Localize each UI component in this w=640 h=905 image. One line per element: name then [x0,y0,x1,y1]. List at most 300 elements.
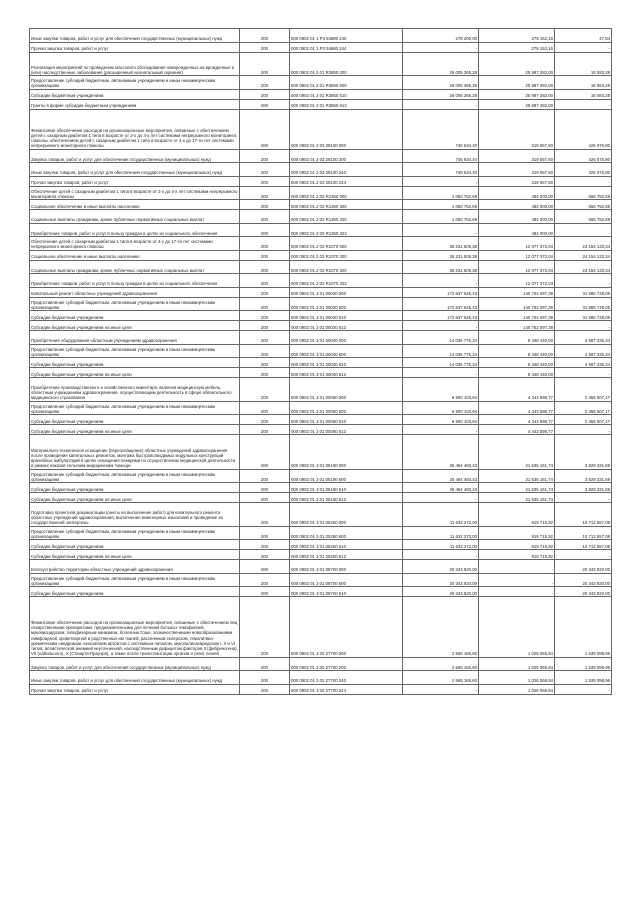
budget-classification-code: 000 0902 01 2 03 28100 244 [290,176,403,186]
budget-classification-code: 000 0902 01 2 03 R1070 320 [290,260,403,274]
line-code: 200 [240,469,290,483]
executed-amount: 484 000,00 [479,210,555,224]
line-item-name: Прочая закупка товаров, работ и услуг [30,684,240,694]
budget-classification-code: 000 0902 01 3 01 00060 600 [290,401,403,415]
line-item-name: Субсидии бюджетным учреждениям на иные цели [30,368,240,378]
table-row [30,200,612,210]
unexecuted-amount: 10 712 557,08 [555,503,612,527]
approved-amount: 11 632 273,00 [403,540,479,550]
budget-classification-code: 000 0902 01 3 01 05190 612 [290,493,403,503]
budget-classification-code: 000 0902 01 3 01 08700 600 [290,573,403,587]
table-row [30,149,612,163]
table-row [30,550,612,560]
approved-amount: 745 634,40 [403,109,479,149]
line-item-name: Реализация мероприятий по проведению массового обследования новорожденных на врожденные и (или) наследственные заболевания (расширенный неонатальный скрининг) [30,52,240,76]
approved-amount: 20 343 920,00 [403,560,479,574]
unexecuted-amount: 426 076,80 [555,109,612,149]
approved-amount: 36 231 505,38 [403,237,479,251]
line-item-name: Предоставление субсидий бюджетным, автономным учреждениям и иным некоммерческим организациям [30,573,240,587]
line-item-name: Прочая закупка товаров, работ и услуг [30,176,240,186]
line-code: 200 [240,587,290,597]
line-item-name: Предоставление субсидий бюджетным, автономным учреждениям и иным некоммерческим организациям [30,297,240,311]
executed-amount: 484 000,00 [479,186,555,200]
unexecuted-amount: - [555,493,612,503]
budget-classification-code: 000 0902 01 3 01 00040 600 [290,344,403,358]
unexecuted-amount: - [555,42,612,52]
table-row [30,109,612,149]
table-row [30,526,612,540]
table-row [30,29,612,43]
table-row [30,671,612,685]
approved-amount: 14 035 775,34 [403,331,479,345]
executed-amount: 25 987 282,00 [479,76,555,90]
unexecuted-amount: 2 456 507,17 [555,401,612,415]
line-item-name: Субсидии бюджетным учреждениям на иные цели [30,321,240,331]
unexecuted-amount: 4 587 335,34 [555,358,612,368]
unexecuted-amount: 3 829 331,69 [555,435,612,470]
line-code: 200 [240,573,290,587]
line-item-name: Иные закупки товаров, работ и услуг для обеспечения государственных (муниципальных) нужд [30,29,240,43]
executed-amount: 279 152,16 [479,42,555,52]
line-item-name: Приобретение товаров, работ и услуг в пользу граждан в целях их социального обеспечения [30,274,240,288]
line-item-name: Предоставление субсидий бюджетным, автономным учреждениям и иным некоммерческим организациям [30,344,240,358]
executed-amount: 4 443 596,77 [479,378,555,402]
line-item-name: Приобретение оборудования областным учреждениям здравоохранения [30,331,240,345]
budget-classification-code: 000 0902 01 3 01 05260 610 [290,540,403,550]
approved-amount: - [403,274,479,288]
budget-classification-code: 000 0902 01 2 01 R3850 610 [290,89,403,99]
approved-amount: - [403,550,479,560]
approved-amount: 6 900 103,94 [403,415,479,425]
line-item-name: Социальные выплаты гражданам, кроме публичных нормативных социальных выплат [30,260,240,274]
approved-amount: - [403,425,479,435]
table-row [30,52,612,76]
line-item-name: Капитальный ремонт областных учреждений здравоохранения [30,287,240,297]
approved-amount: 20 343 920,00 [403,573,479,587]
executed-amount: 319 557,60 [479,163,555,177]
executed-amount: 279 152,16 [479,29,555,43]
table-row [30,493,612,503]
line-item-name: Подготовка проектной документации (сметы на выполнение работ) для капитального ремонта областных учреждений здравоохранения, выполнение инженерных изысканий и проведение их государственной экспертизы [30,503,240,527]
executed-amount: 140 752 097,38 [479,297,555,311]
table-row [30,401,612,415]
budget-classification-code: 000 0902 01 3 01 00030 000 [290,287,403,297]
table-row [30,331,612,345]
budget-classification-code: 000 0902 01 3 01 05260 000 [290,503,403,527]
unexecuted-amount: 31 885 748,05 [555,287,612,297]
approved-amount: - [403,99,479,109]
table-row [30,42,612,52]
unexecuted-amount: - [555,684,612,694]
approved-amount: 2 565 165,60 [403,671,479,685]
unexecuted-amount: 4 587 335,34 [555,331,612,345]
unexecuted-amount: - [555,550,612,560]
budget-classification-code: 000 0902 01 3 01 00040 612 [290,368,403,378]
unexecuted-amount: 3 829 331,69 [555,469,612,483]
line-item-name: Социальное обеспечение и иные выплаты населению [30,250,240,260]
budget-classification-code: 000 0902 01 3 01 05190 000 [290,435,403,470]
budget-classification-code: 000 0902 01 2 03 R1360 320 [290,210,403,224]
line-code: 200 [240,401,290,415]
line-item-name: Социальное обеспечение и иные выплаты населению [30,200,240,210]
table-row [30,368,612,378]
approved-amount: 1 050 752,69 [403,186,479,200]
line-code: 200 [240,483,290,493]
unexecuted-amount: 1 539 098,96 [555,597,612,658]
executed-amount: - [479,573,555,587]
line-code: 200 [240,415,290,425]
table-body [30,29,612,695]
approved-amount: 26 005 365,28 [403,52,479,76]
approved-amount: 20 343 920,00 [403,587,479,597]
line-code: 200 [240,657,290,671]
line-code: 200 [240,540,290,550]
approved-amount: 11 632 273,00 [403,503,479,527]
approved-amount: 14 035 775,34 [403,358,479,368]
line-code: 200 [240,503,290,527]
unexecuted-amount: 426 076,80 [555,149,612,163]
budget-classification-code: 000 0902 01 3 01 00060 610 [290,415,403,425]
table-row [30,260,612,274]
line-item-name: Субсидии бюджетным учреждениям на иные цели [30,550,240,560]
line-item-name: Субсидии бюджетным учреждениям [30,587,240,597]
unexecuted-amount: 24 154 133,34 [555,250,612,260]
budget-classification-code: 000 0902 01 2 01 R3850 000 [290,52,403,76]
table-row [30,415,612,425]
budget-classification-code: 000 0902 01 3 01 05190 600 [290,469,403,483]
executed-amount: 319 557,60 [479,109,555,149]
table-row [30,587,612,597]
line-code: 200 [240,560,290,574]
line-code: 200 [240,89,290,99]
approved-amount: 36 231 505,38 [403,260,479,274]
unexecuted-amount: 566 752,69 [555,210,612,224]
budget-classification-code: 000 0902 01 3 01 00060 000 [290,378,403,402]
table-row [30,358,612,368]
executed-amount: 1 026 066,84 [479,671,555,685]
line-code: 200 [240,223,290,237]
line-item-name: Иные закупки товаров, работ и услуг для обеспечения государственных (муниципальных) нужд [30,671,240,685]
executed-amount: - [479,587,555,597]
approved-amount: 26 005 365,28 [403,89,479,99]
executed-amount: - [479,560,555,574]
table-row [30,250,612,260]
line-code: 200 [240,260,290,274]
executed-amount: 21 635 161,74 [479,435,555,470]
line-code: 200 [240,163,290,177]
line-code: 200 [240,435,290,470]
line-code: 200 [240,321,290,331]
line-code: 200 [240,550,290,560]
budget-classification-code: 000 0902 01 3 01 00060 612 [290,425,403,435]
executed-amount: 140 752 097,38 [479,311,555,321]
approved-amount: 25 464 493,43 [403,435,479,470]
table-row [30,89,612,99]
executed-amount: 9 448 440,00 [479,331,555,345]
line-code: 200 [240,186,290,200]
line-code: 200 [240,526,290,540]
unexecuted-amount: 2 456 507,17 [555,415,612,425]
table-row [30,560,612,574]
executed-amount: 484 000,00 [479,200,555,210]
executed-amount: 919 715,92 [479,550,555,560]
line-code: 200 [240,176,290,186]
line-code: 200 [240,149,290,163]
approved-amount: 1 050 752,69 [403,210,479,224]
table-row [30,378,612,402]
budget-classification-code: 000 0902 01 2 03 R1070 300 [290,250,403,260]
line-code: 200 [240,42,290,52]
executed-amount: 12 077 372,04 [479,250,555,260]
executed-amount: 919 715,92 [479,540,555,550]
approved-amount: 26 005 365,28 [403,76,479,90]
approved-amount: - [403,368,479,378]
line-code: 200 [240,344,290,358]
unexecuted-amount: 566 752,69 [555,200,612,210]
line-item-name: Финансовое обеспечение расходов на организационные мероприятия, связанные с обеспечением лиц лекарственными препаратами, предназначенными для лечения больных гемофилией, муковисцидозом, гипофизарным нанизмом, болезнью Гоше, злокачественными новообразованиями лимфоидной, кроветворной и родственных им тканей, рассеянным склерозом, гемолитико-уремическим синдромом, юношеским артритом с системным началом, мукополисахаридозом I, II и VI типов, апластической анемией неуточненной, наследственным дефицитом факторов II (фибриногена), VII (лабильного), X (Стюарта-Прауэра), а также после трансплантации органов и (или) тканей [30,597,240,658]
approved-amount: 172 637 645,43 [403,311,479,321]
budget-classification-code: 000 0902 01 2 03 28100 240 [290,163,403,177]
line-item-name: Предоставление субсидий бюджетным, автономным учреждениям и иным некоммерческим организациям [30,526,240,540]
line-code: 200 [240,210,290,224]
line-item-name: Приобретение товаров, работ и услуг в пользу граждан в целях их социального обеспечения [30,223,240,237]
table-row [30,311,612,321]
executed-amount: 319 557,60 [479,149,555,163]
line-item-name: Субсидии бюджетным учреждениям [30,358,240,368]
unexecuted-amount: 20 343 920,00 [555,587,612,597]
budget-classification-code: 000 0902 01 3 01 05190 610 [290,483,403,493]
budget-classification-code: 000 0902 01 3 02 27700 240 [290,671,403,685]
unexecuted-amount: - [555,274,612,288]
table-row [30,344,612,358]
line-item-name: Субсидии бюджетным учреждениям [30,483,240,493]
approved-amount: 2 565 165,60 [403,657,479,671]
table-row [30,597,612,658]
line-code: 200 [240,99,290,109]
table-row [30,469,612,483]
unexecuted-amount: - [555,368,612,378]
table-row [30,210,612,224]
budget-classification-code: 000 0902 01 3 01 00030 612 [290,321,403,331]
line-item-name: Субсидии бюджетным учреждениям на иные цели [30,425,240,435]
unexecuted-amount: - [555,99,612,109]
approved-amount: 36 231 505,38 [403,250,479,260]
executed-amount: 21 635 161,74 [479,483,555,493]
approved-amount: 6 900 103,94 [403,401,479,415]
executed-amount: 140 752 097,38 [479,287,555,297]
unexecuted-amount: 2 456 507,17 [555,378,612,402]
approved-amount: 1 050 752,69 [403,200,479,210]
table-row [30,425,612,435]
executed-amount: 919 715,92 [479,526,555,540]
line-item-name: Субсидии бюджетным учреждениям на иные цели [30,493,240,503]
line-code: 200 [240,671,290,685]
line-code: 200 [240,331,290,345]
approved-amount: 14 035 775,34 [403,344,479,358]
budget-classification-code: 000 0902 01 2 03 R1070 000 [290,237,403,251]
approved-amount: - [403,493,479,503]
table-row [30,483,612,493]
unexecuted-amount: 10 712 557,08 [555,540,612,550]
line-code: 200 [240,425,290,435]
approved-amount: 172 637 645,43 [403,287,479,297]
approved-amount: - [403,42,479,52]
budget-execution-table [29,28,612,695]
approved-amount: 745 634,40 [403,163,479,177]
executed-amount: 1 026 066,84 [479,657,555,671]
table-row [30,99,612,109]
unexecuted-amount: 426 076,80 [555,163,612,177]
unexecuted-amount: 20 343 920,00 [555,560,612,574]
executed-amount: 4 443 596,77 [479,401,555,415]
line-item-name: Материально-техническое оснащение (переоснащение) областных учреждений здравоохранения после проведения капитальных ремонтов, монтажа быстровозводимых модульных конструкций врачебных амбулаторий в целях оснащения лекарями по осуществлению медицинской деятельности в рамках наказов сельским медицинским помощи [30,435,240,470]
table-row [30,435,612,470]
budget-classification-code: 000 0902 01 2 03 R1360 000 [290,186,403,200]
unexecuted-amount: 1 539 098,96 [555,671,612,685]
line-code: 200 [240,287,290,297]
executed-amount: 12 077 372,04 [479,260,555,274]
table-row [30,163,612,177]
table-row [30,76,612,90]
executed-amount: 1 026 066,84 [479,597,555,658]
approved-amount: 25 464 493,43 [403,483,479,493]
line-item-name: Закупка товаров, работ и услуг для обеспечения государственных (муниципальных) нужд [30,149,240,163]
budget-classification-code: 000 0902 01 3 01 08700 610 [290,587,403,597]
line-code: 200 [240,493,290,503]
line-code: 200 [240,274,290,288]
unexecuted-amount: 47,84 [555,29,612,43]
approved-amount: - [403,321,479,331]
line-code: 200 [240,684,290,694]
executed-amount: 12 077 372,04 [479,274,555,288]
executed-amount: 1 026 066,84 [479,684,555,694]
executed-amount: 21 635 161,74 [479,493,555,503]
line-item-name: Обеспечение детей с сахарным диабетом 1 типа в возрасте от 4-х до 17-ти лет системами непрерывного мониторинга глюкозы [30,237,240,251]
unexecuted-amount: 18 083,28 [555,76,612,90]
executed-amount: 25 987 282,00 [479,99,555,109]
line-code: 200 [240,297,290,311]
unexecuted-amount: - [555,321,612,331]
budget-classification-code: 000 0902 01 3 02 27700 244 [290,684,403,694]
executed-amount: 12 077 372,04 [479,237,555,251]
budget-classification-code: 000 0902 01 2 01 R3850 600 [290,76,403,90]
budget-classification-code: 000 0902 01 3 01 05260 600 [290,526,403,540]
budget-classification-code: 000 0902 01 2 03 28100 200 [290,149,403,163]
unexecuted-amount: 566 752,69 [555,186,612,200]
line-code: 200 [240,250,290,260]
approved-amount: - [403,223,479,237]
executed-amount: 4 443 596,77 [479,425,555,435]
line-item-name: Субсидии бюджетным учреждениям [30,89,240,99]
approved-amount: 172 637 645,43 [403,297,479,311]
unexecuted-amount: 4 587 335,34 [555,344,612,358]
table-row [30,321,612,331]
line-code: 200 [240,358,290,368]
executed-amount: 4 443 596,77 [479,415,555,425]
table-row [30,657,612,671]
executed-amount: 919 715,92 [479,503,555,527]
line-code: 200 [240,29,290,43]
table-row [30,573,612,587]
table-row [30,223,612,237]
unexecuted-amount: 24 154 133,34 [555,260,612,274]
unexecuted-amount: 24 154 133,34 [555,237,612,251]
budget-classification-code: 000 0902 01 2 03 R1360 323 [290,223,403,237]
unexecuted-amount: 1 539 098,96 [555,657,612,671]
line-item-name: Прочая закупка товаров, работ и услуг [30,42,240,52]
executed-amount: 25 987 282,00 [479,52,555,76]
executed-amount: 140 752 097,38 [479,321,555,331]
unexecuted-amount: 31 885 748,05 [555,311,612,321]
executed-amount: 25 987 282,00 [479,89,555,99]
line-code: 200 [240,52,290,76]
budget-classification-code: 000 0902 01 3 02 27700 200 [290,657,403,671]
line-item-name: Закупка товаров, работ и услуг для обеспечения государственных (муниципальных) нужд [30,657,240,671]
line-code: 200 [240,378,290,402]
line-code: 200 [240,597,290,658]
table-row [30,503,612,527]
budget-classification-code: 000 0902 01 3 01 00040 000 [290,331,403,345]
unexecuted-amount: - [555,176,612,186]
table-row [30,186,612,200]
budget-classification-code: 000 0902 01 2 01 R3850 613 [290,99,403,109]
line-item-name: Приобретение производственного и хозяйственного инвентаря, включая медицинскую мебель, областным учреждениям здравоохранения, осуществляющим деятельность в сфере обязательного медицинского страхования [30,378,240,402]
executed-amount: 484 000,00 [479,223,555,237]
executed-amount: 9 448 440,00 [479,368,555,378]
approved-amount: 745 634,40 [403,149,479,163]
unexecuted-amount: 18 083,28 [555,52,612,76]
table-row [30,274,612,288]
approved-amount: - [403,684,479,694]
budget-classification-code: 000 0902 01 3 01 05260 612 [290,550,403,560]
unexecuted-amount: 3 829 331,69 [555,483,612,493]
line-item-name: Субсидии бюджетным учреждениям [30,540,240,550]
unexecuted-amount: - [555,223,612,237]
table-row [30,540,612,550]
unexecuted-amount: 10 712 557,08 [555,526,612,540]
line-item-name: Обеспечение детей с сахарным диабетом 1 типа в возрасте от 2-х до 4-х лет системами непрерывного мониторинга глюкозы [30,186,240,200]
approved-amount: 11 632 273,00 [403,526,479,540]
budget-classification-code: 000 0902 01 2 03 R1360 300 [290,200,403,210]
unexecuted-amount: 20 343 920,00 [555,573,612,587]
line-item-name: Иные закупки товаров, работ и услуг для обеспечения государственных (муниципальных) нужд [30,163,240,177]
unexecuted-amount: 18 083,28 [555,89,612,99]
table-row [30,237,612,251]
line-code: 200 [240,237,290,251]
table-row [30,297,612,311]
budget-classification-code: 000 0902 01 2 03 28100 000 [290,109,403,149]
budget-classification-code: 000 0902 01 3 02 27700 000 [290,597,403,658]
line-item-name: Благоустройство территории областных учреждений здравоохранения [30,560,240,574]
line-code: 200 [240,76,290,90]
line-code: 200 [240,200,290,210]
approved-amount: 25 464 493,43 [403,469,479,483]
line-code: 200 [240,311,290,321]
table-row [30,176,612,186]
budget-classification-code: 000 0902 01 1 Р3 54680 240 [290,29,403,43]
budget-classification-code: 000 0902 01 1 Р3 54680 244 [290,42,403,52]
budget-classification-code: 000 0902 01 3 01 08700 000 [290,560,403,574]
line-item-name: Социальные выплаты гражданам, кроме публичных нормативных социальных выплат [30,210,240,224]
unexecuted-amount: - [555,425,612,435]
executed-amount: 9 448 440,00 [479,358,555,368]
budget-classification-code: 000 0902 01 3 01 00040 610 [290,358,403,368]
approved-amount: 278 200,00 [403,29,479,43]
executed-amount: 21 635 161,74 [479,469,555,483]
table-row [30,287,612,297]
line-item-name: Субсидии бюджетным учреждениям [30,415,240,425]
line-code: 200 [240,368,290,378]
